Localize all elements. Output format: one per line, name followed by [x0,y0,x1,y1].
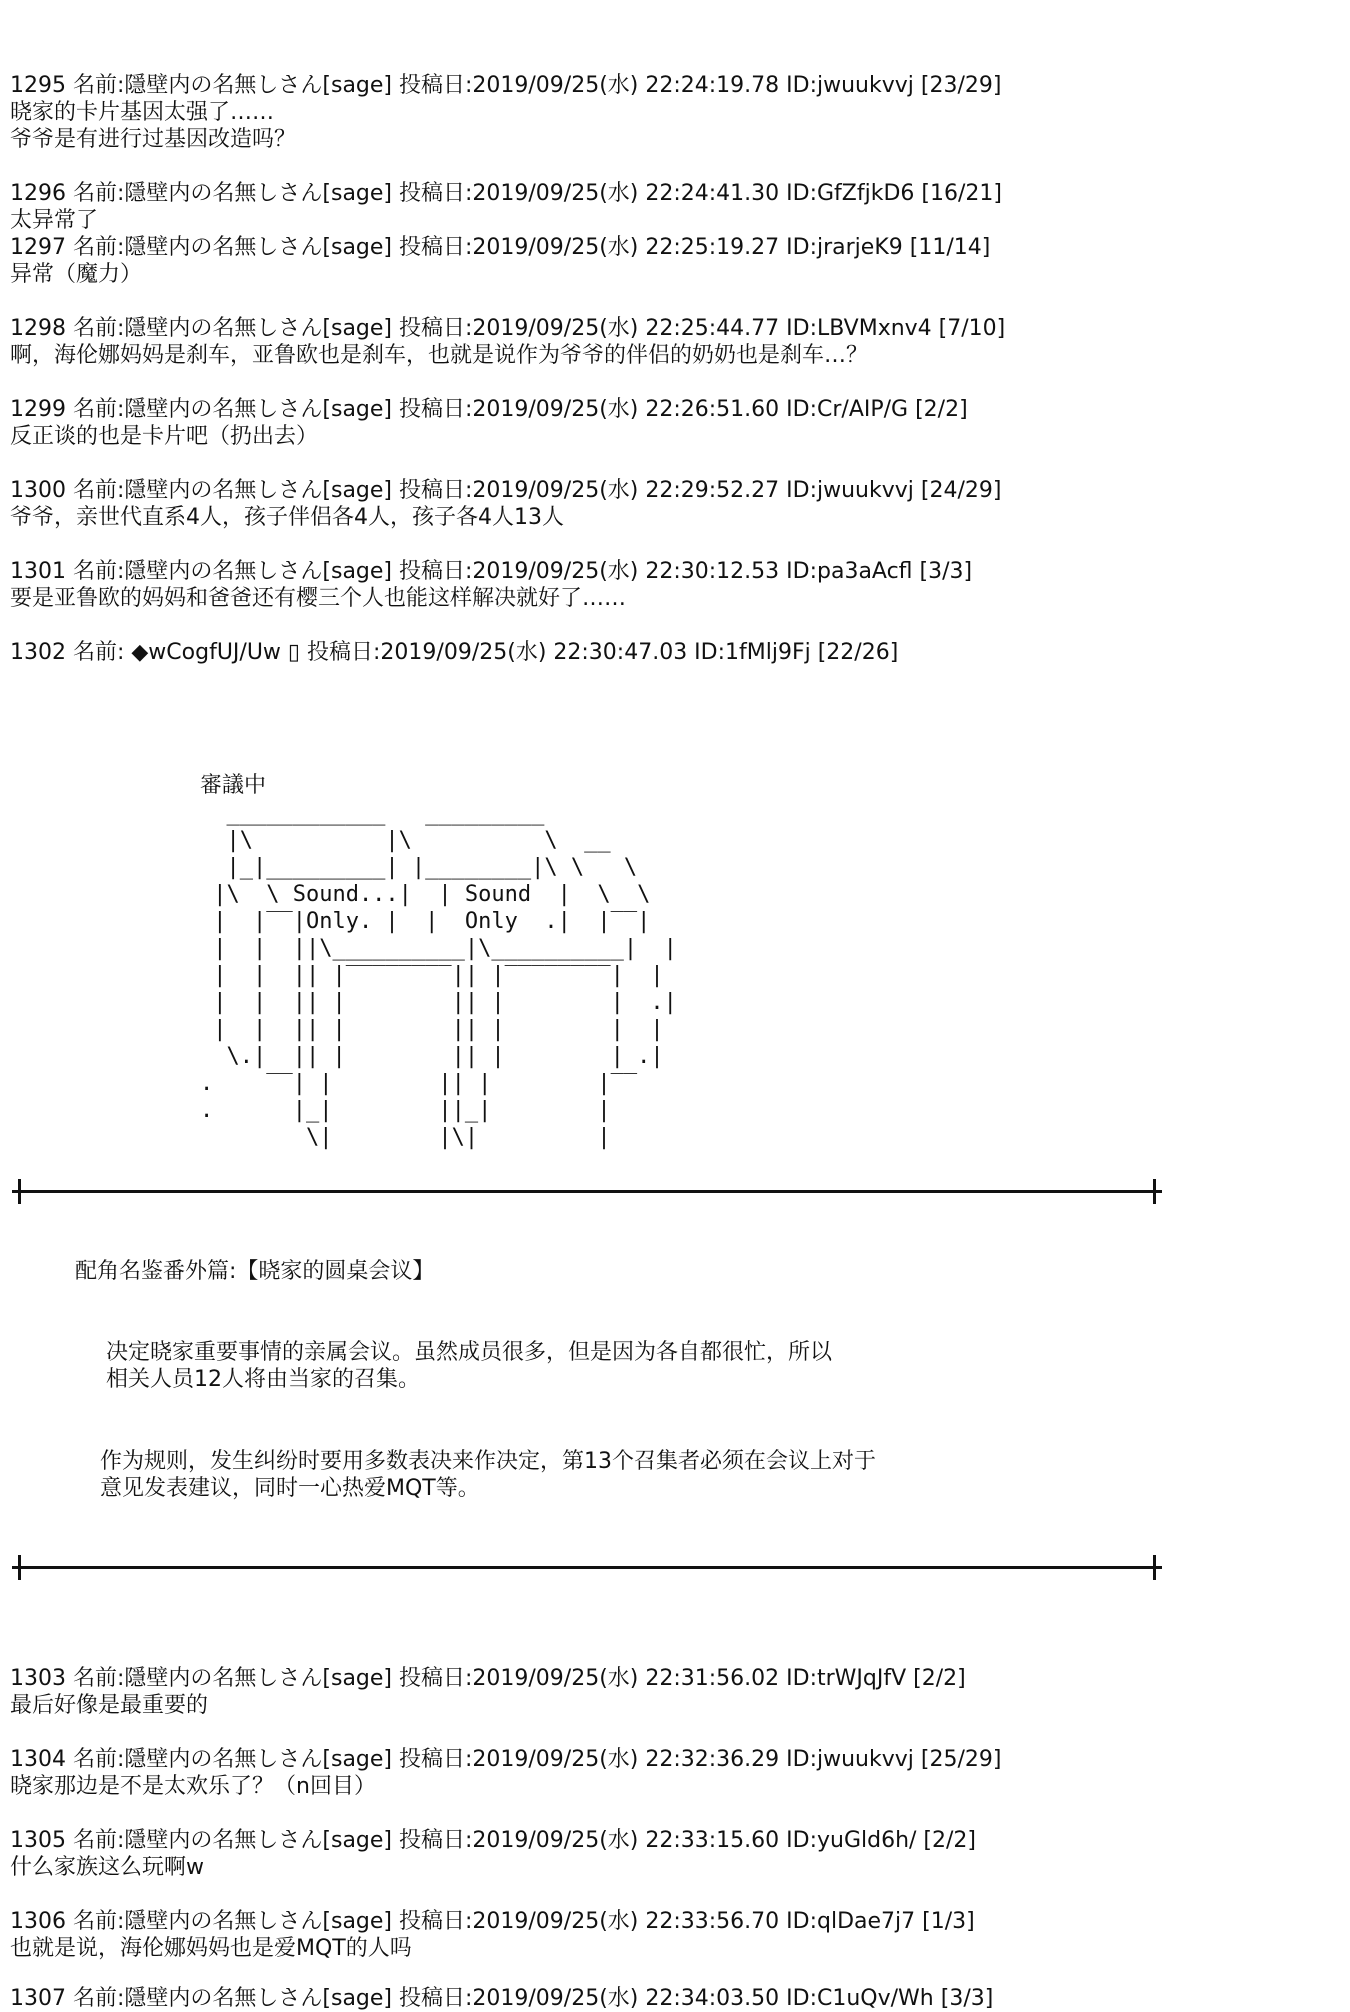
post-1301-line-1: 要是亚鲁欧的妈妈和爸爸还有樱三个人也能这样解决就好了…… [10,586,627,611]
post-1299-line-1: 反正谈的也是卡片吧（扔出去） [10,424,319,449]
post-1307-header: 1307 名前:隱壁内の名無しさん[sage] 投稿日:2019/09/25(水) 22:34:03.50 ID:C1uQv/Wh [3/3] [10,1986,994,2011]
post-1296-line-1: 太异常了 [10,208,99,233]
divider-bottom [12,1566,1162,1569]
note-para1-line1: 决定晓家重要事情的亲属会议。虽然成员很多，但是因为各自都很忙，所以 [106,1340,833,1365]
post-1297-line-1: 异常（魔力） [10,262,143,287]
post-1305-line-1: 什么家族这么玩啊w [10,1855,204,1880]
post-1303-header: 1303 名前:隱壁内の名無しさん[sage] 投稿日:2019/09/25(水) 22:31:56.02 ID:trWJqJfV [2/2] [10,1666,966,1691]
post-1302-header: 1302 名前: ◆wCogfUJ/Uw ▯ 投稿日:2019/09/25(水) 22:30:47.03 ID:1fMlj9Fj [22/26] [10,640,899,665]
post-1295-line-2: 爷爷是有进行过基因改造吗？ [10,127,297,152]
post-1301-header: 1301 名前:隱壁内の名無しさん[sage] 投稿日:2019/09/25(水) 22:30:12.53 ID:pa3aAcfl [3/3] [10,559,973,584]
post-1305-header: 1305 名前:隱壁内の名無しさん[sage] 投稿日:2019/09/25(水) 22:33:15.60 ID:yuGld6h/ [2/2] [10,1828,977,1853]
post-1300-line-1: 爷爷，亲世代直系4人，孩子伴侣各4人，孩子各4人13人 [10,505,564,530]
post-1297-header: 1297 名前:隱壁内の名無しさん[sage] 投稿日:2019/09/25(水) 22:25:19.27 ID:jrarjeK9 [11/14] [10,235,991,260]
post-1298-header: 1298 名前:隱壁内の名無しさん[sage] 投稿日:2019/09/25(水) 22:25:44.77 ID:LBVMxnv4 [7/10] [10,316,1006,341]
note-para1-line2: 相关人员12人将由当家的召集。 [106,1367,420,1392]
post-1306-header: 1306 名前:隱壁内の名無しさん[sage] 投稿日:2019/09/25(水) 22:33:56.70 ID:qlDae7j7 [1/3] [10,1909,975,1934]
post-1298-line-1: 啊，海伦娜妈妈是刹车，亚鲁欧也是刹车，也就是说作为爷爷的伴侣的奶奶也是刹车…？ [10,343,869,368]
post-1304-line-1: 晓家那边是不是太欢乐了？（n回目） [10,1774,376,1799]
note-title: 配角名鉴番外篇:【晓家的圆桌会议】 [75,1259,435,1284]
post-1295-line-1: 晓家的卡片基因太强了…… [10,100,275,125]
post-1306-line-1: 也就是说，海伦娜妈妈也是爱MQT的人吗 [10,1936,412,1961]
post-1300-header: 1300 名前:隱壁内の名無しさん[sage] 投稿日:2019/09/25(水) 22:29:52.27 ID:jwuukvvj [24/29] [10,478,1002,503]
note-para2-line1: 作为规则，发生纠纷时要用多数表决来作决定，第13个召集者必须在会议上对于 [100,1449,876,1474]
post-1299-header: 1299 名前:隱壁内の名無しさん[sage] 投稿日:2019/09/25(水) 22:26:51.60 ID:Cr/AIP/G [2/2] [10,397,968,422]
note-para2-line2: 意见发表建议，同时一心热爱MQT等。 [100,1476,480,1501]
divider-top [12,1190,1162,1193]
post-1304-header: 1304 名前:隱壁内の名無しさん[sage] 投稿日:2019/09/25(水) 22:32:36.29 ID:jwuukvvj [25/29] [10,1747,1002,1772]
post-1295-header: 1295 名前:隱壁内の名無しさん[sage] 投稿日:2019/09/25(水) 22:24:19.78 ID:jwuukvvj [23/29] [10,73,1002,98]
post-1303-line-1: 最后好像是最重要的 [10,1693,209,1718]
art-caption: 審議中 [200,773,267,798]
post-1296-header: 1296 名前:隱壁内の名無しさん[sage] 投稿日:2019/09/25(水) 22:24:41.30 ID:GfZfjkD6 [16/21] [10,181,1002,206]
round-table-ascii-art: ____________ _________ |\ |\ \ __ |_|_________| |________|\ \ \ |\ \ Sound...| | Sound | \ \ | |‾‾|Only. | | Only .| |‾‾| | | ||\__________|\__________| | | | || |‾‾‾‾‾‾‾‾|| |‾‾‾‾‾‾‾‾| | | | || | || | | .| | | || | || | | | \.| || | || | | .| . ‾‾| | || | |‾‾ . |_| ||_| | \| |\| | [200,801,677,1150]
